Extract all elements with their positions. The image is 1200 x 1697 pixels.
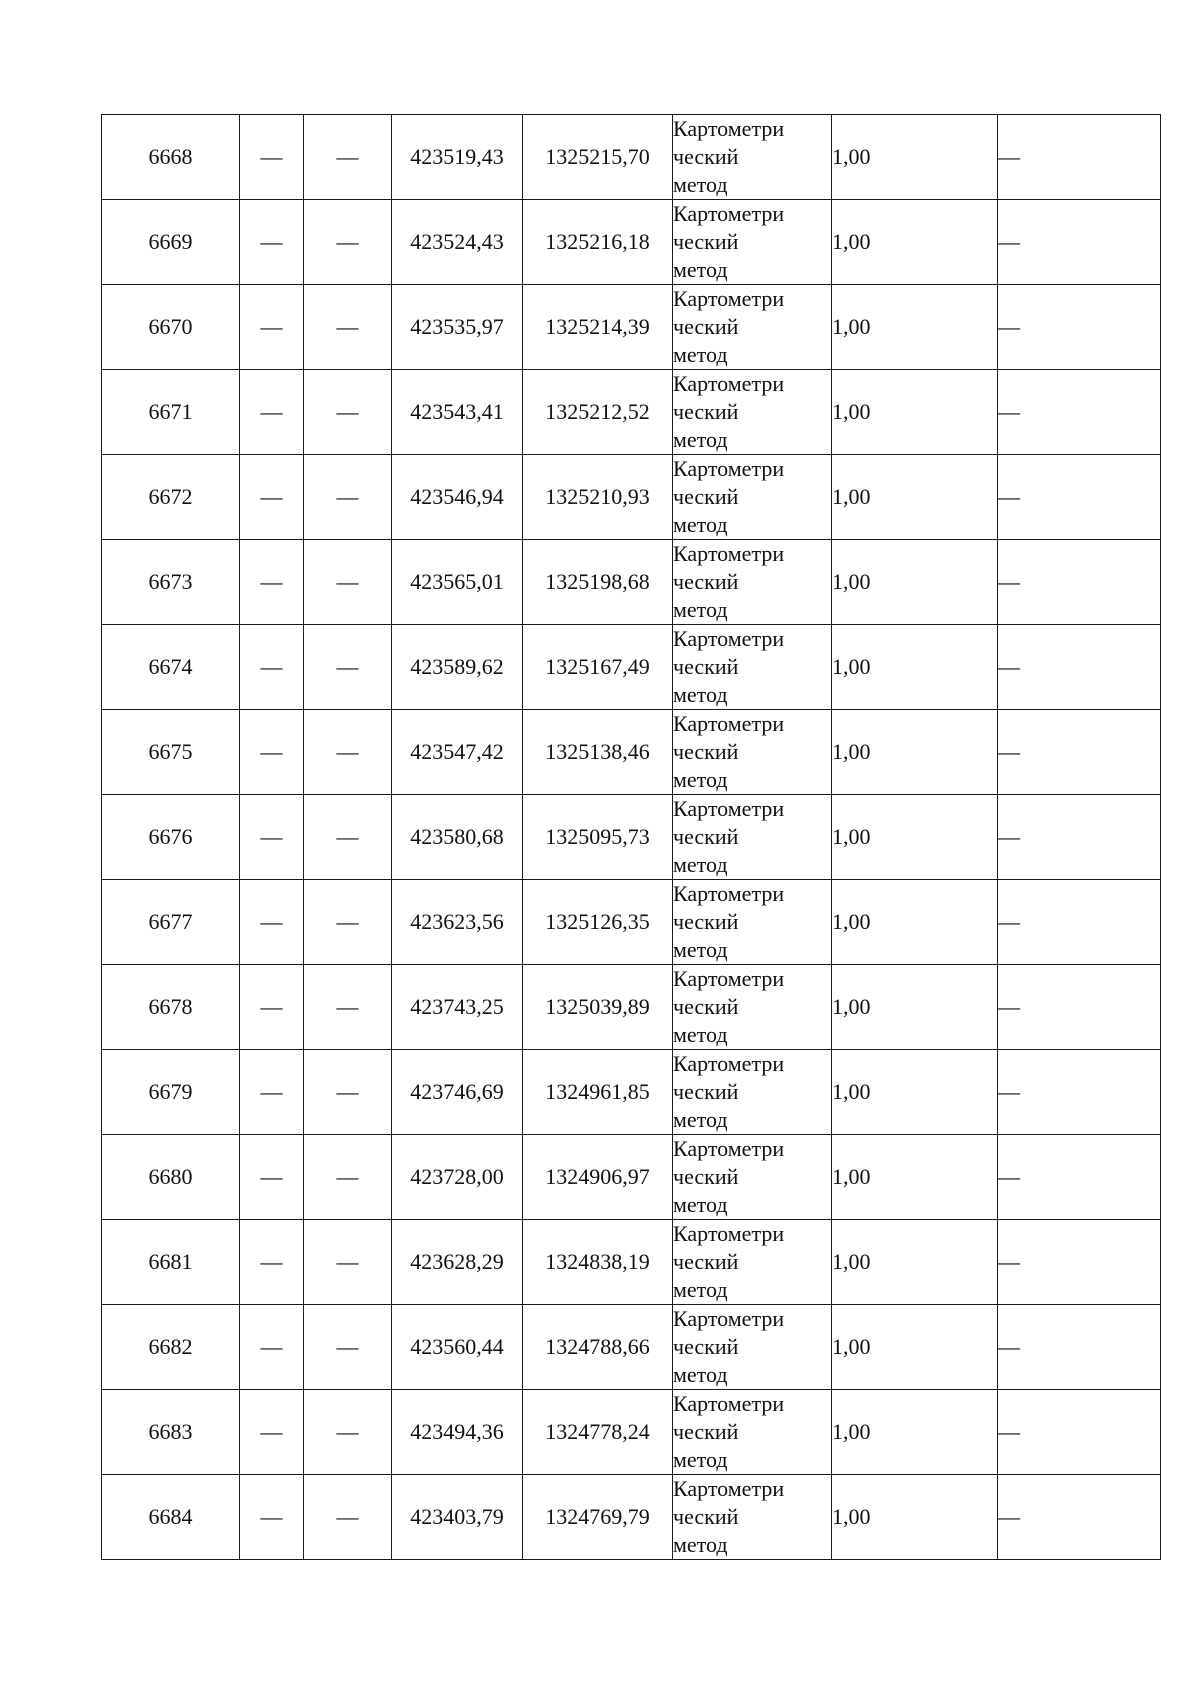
method-text-line: метод: [673, 682, 728, 707]
empty-value-cell: —: [240, 1390, 304, 1475]
empty-value-cell: —: [240, 1050, 304, 1135]
y-coordinate-cell: 1325167,49: [523, 625, 673, 710]
point-number-cell: 6674: [102, 625, 240, 710]
method-text-line: Картометри: [673, 201, 785, 226]
y-coordinate-cell: 1325216,18: [523, 200, 673, 285]
method-text-line: ческий: [673, 739, 739, 764]
x-coordinate-cell: 423746,69: [392, 1050, 523, 1135]
accuracy-cell: 1,00: [832, 965, 998, 1050]
point-number-cell: 6676: [102, 795, 240, 880]
x-coordinate-cell: 423589,62: [392, 625, 523, 710]
point-number-cell: 6681: [102, 1220, 240, 1305]
method-text-line: Картометри: [673, 881, 785, 906]
method-text-line: метод: [673, 172, 728, 197]
method-text-line: метод: [673, 257, 728, 282]
y-coordinate-cell: 1325039,89: [523, 965, 673, 1050]
method-text-line: ческий: [673, 824, 739, 849]
method-text-line: Картометри: [673, 371, 785, 396]
method-text-line: ческий: [673, 399, 739, 424]
accuracy-cell: 1,00: [832, 1390, 998, 1475]
empty-value-cell: —: [304, 880, 392, 965]
method-text-line: метод: [673, 1192, 728, 1217]
method-text-line: Картометри: [673, 1136, 785, 1161]
note-cell: —: [998, 1390, 1161, 1475]
empty-value-cell: —: [240, 795, 304, 880]
empty-value-cell: —: [304, 370, 392, 455]
table-row: [102, 115, 1161, 200]
method-text-line: метод: [673, 852, 728, 877]
method-text-line: Картометри: [673, 1476, 785, 1501]
method-cell: [673, 370, 832, 455]
y-coordinate-cell: 1324838,19: [523, 1220, 673, 1305]
empty-value-cell: —: [304, 710, 392, 795]
method-cell: [673, 710, 832, 795]
method-text-line: ческий: [673, 1164, 739, 1189]
table-row: [102, 880, 1161, 965]
y-coordinate-cell: 1324906,97: [523, 1135, 673, 1220]
point-number-cell: 6668: [102, 115, 240, 200]
empty-value-cell: —: [240, 200, 304, 285]
point-number-cell: 6672: [102, 455, 240, 540]
point-number-cell: 6680: [102, 1135, 240, 1220]
empty-value-cell: —: [304, 540, 392, 625]
note-cell: —: [998, 625, 1161, 710]
method-cell: [673, 1305, 832, 1390]
method-cell: [673, 1050, 832, 1135]
method-text-line: метод: [673, 512, 728, 537]
empty-value-cell: —: [240, 710, 304, 795]
point-number-cell: 6683: [102, 1390, 240, 1475]
empty-value-cell: —: [240, 880, 304, 965]
empty-value-cell: —: [304, 1475, 392, 1560]
method-cell: [673, 285, 832, 370]
method-text-line: Картометри: [673, 626, 785, 651]
coordinates-table: [101, 114, 1161, 1560]
note-cell: —: [998, 710, 1161, 795]
empty-value-cell: —: [240, 625, 304, 710]
empty-value-cell: —: [240, 285, 304, 370]
empty-value-cell: —: [304, 1220, 392, 1305]
method-cell: [673, 455, 832, 540]
point-number-cell: 6682: [102, 1305, 240, 1390]
accuracy-cell: 1,00: [832, 625, 998, 710]
table-row: [102, 370, 1161, 455]
y-coordinate-cell: 1325126,35: [523, 880, 673, 965]
method-cell: [673, 200, 832, 285]
method-text-line: ческий: [673, 484, 739, 509]
note-cell: —: [998, 200, 1161, 285]
empty-value-cell: —: [240, 370, 304, 455]
accuracy-cell: 1,00: [832, 1305, 998, 1390]
y-coordinate-cell: 1325212,52: [523, 370, 673, 455]
point-number-cell: 6671: [102, 370, 240, 455]
table-row: [102, 1305, 1161, 1390]
accuracy-cell: 1,00: [832, 880, 998, 965]
table-row: [102, 1220, 1161, 1305]
empty-value-cell: —: [304, 625, 392, 710]
y-coordinate-cell: 1325210,93: [523, 455, 673, 540]
method-text-line: метод: [673, 1362, 728, 1387]
y-coordinate-cell: 1324778,24: [523, 1390, 673, 1475]
point-number-cell: 6669: [102, 200, 240, 285]
method-text-line: Картометри: [673, 116, 785, 141]
note-cell: —: [998, 1475, 1161, 1560]
y-coordinate-cell: 1325198,68: [523, 540, 673, 625]
note-cell: —: [998, 1050, 1161, 1135]
x-coordinate-cell: 423580,68: [392, 795, 523, 880]
table-row: [102, 1050, 1161, 1135]
x-coordinate-cell: 423403,79: [392, 1475, 523, 1560]
method-text-line: метод: [673, 342, 728, 367]
method-text-line: ческий: [673, 229, 739, 254]
method-text-line: метод: [673, 767, 728, 792]
method-text-line: ческий: [673, 1419, 739, 1444]
note-cell: —: [998, 1220, 1161, 1305]
y-coordinate-cell: 1324961,85: [523, 1050, 673, 1135]
method-text-line: метод: [673, 1447, 728, 1472]
method-text-line: Картометри: [673, 541, 785, 566]
accuracy-cell: 1,00: [832, 1475, 998, 1560]
empty-value-cell: —: [240, 455, 304, 540]
method-cell: [673, 795, 832, 880]
empty-value-cell: —: [304, 1135, 392, 1220]
y-coordinate-cell: 1324788,66: [523, 1305, 673, 1390]
empty-value-cell: —: [304, 965, 392, 1050]
table-row: [102, 795, 1161, 880]
x-coordinate-cell: 423547,42: [392, 710, 523, 795]
note-cell: —: [998, 1135, 1161, 1220]
y-coordinate-cell: 1324769,79: [523, 1475, 673, 1560]
method-text-line: Картометри: [673, 286, 785, 311]
table-row: [102, 285, 1161, 370]
method-text-line: Картометри: [673, 711, 785, 736]
accuracy-cell: 1,00: [832, 710, 998, 795]
point-number-cell: 6670: [102, 285, 240, 370]
accuracy-cell: 1,00: [832, 370, 998, 455]
method-text-line: метод: [673, 937, 728, 962]
method-text-line: ческий: [673, 654, 739, 679]
method-cell: [673, 115, 832, 200]
method-text-line: ческий: [673, 994, 739, 1019]
method-text-line: ческий: [673, 1334, 739, 1359]
empty-value-cell: —: [304, 115, 392, 200]
empty-value-cell: —: [240, 965, 304, 1050]
y-coordinate-cell: 1325214,39: [523, 285, 673, 370]
table-body: [102, 115, 1161, 1560]
point-number-cell: 6679: [102, 1050, 240, 1135]
note-cell: —: [998, 795, 1161, 880]
empty-value-cell: —: [304, 285, 392, 370]
table-row: [102, 625, 1161, 710]
method-text-line: метод: [673, 1277, 728, 1302]
method-text-line: метод: [673, 1532, 728, 1557]
empty-value-cell: —: [304, 795, 392, 880]
x-coordinate-cell: 423565,01: [392, 540, 523, 625]
accuracy-cell: 1,00: [832, 1135, 998, 1220]
table-row: [102, 1390, 1161, 1475]
note-cell: —: [998, 1305, 1161, 1390]
method-text-line: ческий: [673, 1249, 739, 1274]
y-coordinate-cell: 1325138,46: [523, 710, 673, 795]
y-coordinate-cell: 1325215,70: [523, 115, 673, 200]
method-text-line: Картометри: [673, 1221, 785, 1246]
method-text-line: Картометри: [673, 966, 785, 991]
method-text-line: ческий: [673, 909, 739, 934]
empty-value-cell: —: [240, 1305, 304, 1390]
x-coordinate-cell: 423546,94: [392, 455, 523, 540]
x-coordinate-cell: 423560,44: [392, 1305, 523, 1390]
note-cell: —: [998, 285, 1161, 370]
accuracy-cell: 1,00: [832, 285, 998, 370]
method-text-line: ческий: [673, 569, 739, 594]
x-coordinate-cell: 423519,43: [392, 115, 523, 200]
x-coordinate-cell: 423623,56: [392, 880, 523, 965]
method-cell: [673, 1220, 832, 1305]
accuracy-cell: 1,00: [832, 540, 998, 625]
x-coordinate-cell: 423535,97: [392, 285, 523, 370]
y-coordinate-cell: 1325095,73: [523, 795, 673, 880]
note-cell: —: [998, 880, 1161, 965]
table-row: [102, 1475, 1161, 1560]
note-cell: —: [998, 965, 1161, 1050]
empty-value-cell: —: [304, 200, 392, 285]
empty-value-cell: —: [304, 1305, 392, 1390]
accuracy-cell: 1,00: [832, 1050, 998, 1135]
note-cell: —: [998, 455, 1161, 540]
empty-value-cell: —: [240, 115, 304, 200]
x-coordinate-cell: 423524,43: [392, 200, 523, 285]
method-cell: [673, 625, 832, 710]
table-row: [102, 965, 1161, 1050]
point-number-cell: 6675: [102, 710, 240, 795]
method-text-line: ческий: [673, 314, 739, 339]
method-text-line: метод: [673, 427, 728, 452]
empty-value-cell: —: [240, 540, 304, 625]
note-cell: —: [998, 370, 1161, 455]
method-text-line: Картометри: [673, 1051, 785, 1076]
method-text-line: Картометри: [673, 456, 785, 481]
x-coordinate-cell: 423628,29: [392, 1220, 523, 1305]
note-cell: —: [998, 115, 1161, 200]
method-text-line: ческий: [673, 1504, 739, 1529]
method-text-line: ческий: [673, 144, 739, 169]
x-coordinate-cell: 423743,25: [392, 965, 523, 1050]
accuracy-cell: 1,00: [832, 1220, 998, 1305]
method-cell: [673, 1475, 832, 1560]
point-number-cell: 6677: [102, 880, 240, 965]
table-row: [102, 710, 1161, 795]
empty-value-cell: —: [240, 1135, 304, 1220]
method-cell: [673, 1135, 832, 1220]
empty-value-cell: —: [240, 1475, 304, 1560]
method-text-line: Картометри: [673, 1391, 785, 1416]
table-row: [102, 540, 1161, 625]
x-coordinate-cell: 423728,00: [392, 1135, 523, 1220]
table-row: [102, 455, 1161, 540]
method-cell: [673, 1390, 832, 1475]
method-cell: [673, 880, 832, 965]
x-coordinate-cell: 423494,36: [392, 1390, 523, 1475]
table-row: [102, 200, 1161, 285]
method-text-line: ческий: [673, 1079, 739, 1104]
accuracy-cell: 1,00: [832, 115, 998, 200]
point-number-cell: 6673: [102, 540, 240, 625]
method-cell: [673, 540, 832, 625]
note-cell: —: [998, 540, 1161, 625]
method-text-line: Картометри: [673, 796, 785, 821]
method-text-line: Картометри: [673, 1306, 785, 1331]
point-number-cell: 6678: [102, 965, 240, 1050]
accuracy-cell: 1,00: [832, 200, 998, 285]
empty-value-cell: —: [240, 1220, 304, 1305]
empty-value-cell: —: [304, 455, 392, 540]
method-cell: [673, 965, 832, 1050]
table-row: [102, 1135, 1161, 1220]
empty-value-cell: —: [304, 1390, 392, 1475]
point-number-cell: 6684: [102, 1475, 240, 1560]
x-coordinate-cell: 423543,41: [392, 370, 523, 455]
method-text-line: метод: [673, 597, 728, 622]
accuracy-cell: 1,00: [832, 795, 998, 880]
accuracy-cell: 1,00: [832, 455, 998, 540]
method-text-line: метод: [673, 1107, 728, 1132]
empty-value-cell: —: [304, 1050, 392, 1135]
method-text-line: метод: [673, 1022, 728, 1047]
